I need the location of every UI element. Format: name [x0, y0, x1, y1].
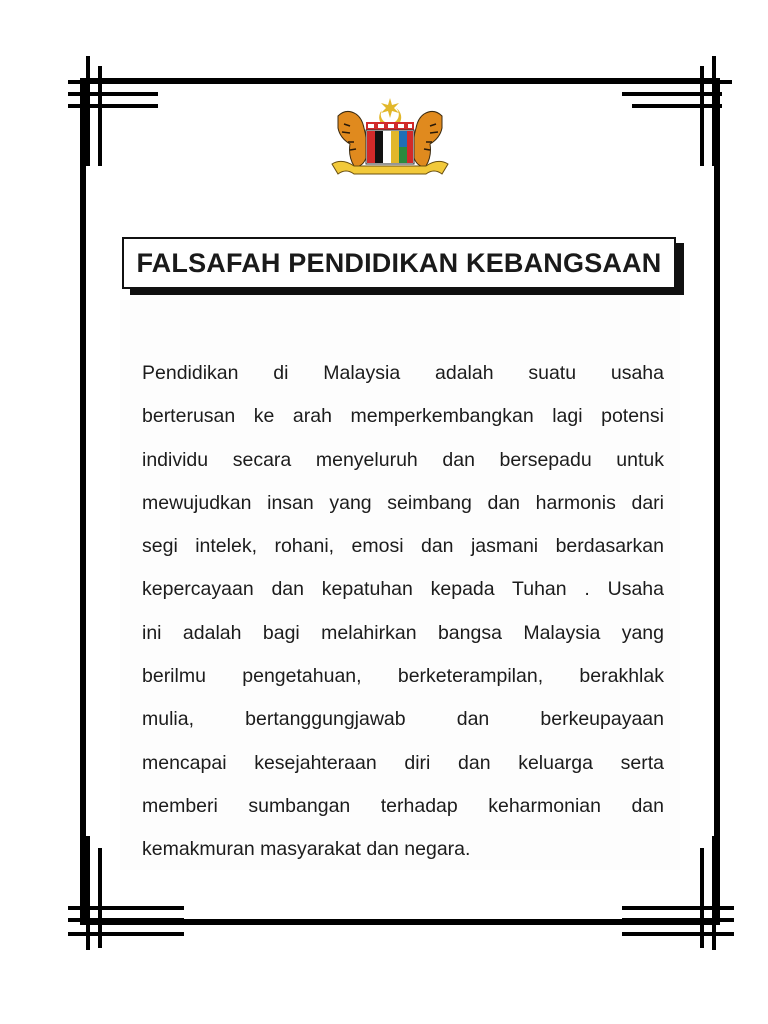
paragraph-line: ini adalah bagi melahirkan bangsa Malaysia yang: [142, 621, 664, 644]
paragraph-line: mewujudkan insan yang seimbang dan harmonis dari: [142, 491, 664, 514]
title-box: [122, 237, 676, 289]
paragraph-line: berilmu pengetahuan, berketerampilan, berakhlak: [142, 665, 664, 688]
paragraph-line: berterusan ke arah memperkembangkan lagi potensi: [142, 405, 664, 428]
coat-of-arms-emblem: [328, 96, 452, 184]
paragraph-line: kemakmuran masyarakat dan negara.: [142, 838, 471, 861]
paragraph-line: memberi sumbangan terhadap keharmonian dan: [142, 794, 664, 817]
page-title: FALSAFAH PENDIDIKAN KEBANGSAAN: [136, 247, 662, 278]
paragraph-line: individu secara menyeluruh dan bersepadu untuk: [142, 448, 664, 471]
philosophy-paragraph: [142, 352, 664, 872]
paragraph-line: Pendidikan di Malaysia adalah suatu usaha: [142, 362, 664, 384]
paragraph-line: segi intelek, rohani, emosi dan jasmani berdasarkan: [142, 535, 664, 558]
paragraph-line: mencapai kesejahteraan diri dan keluarga serta: [142, 751, 664, 774]
paragraph-line: kepercayaan dan kepatuhan kepada Tuhan . Usaha: [142, 578, 664, 601]
paragraph-line: mulia, bertanggungjawab dan berkeupayaan: [142, 708, 664, 731]
